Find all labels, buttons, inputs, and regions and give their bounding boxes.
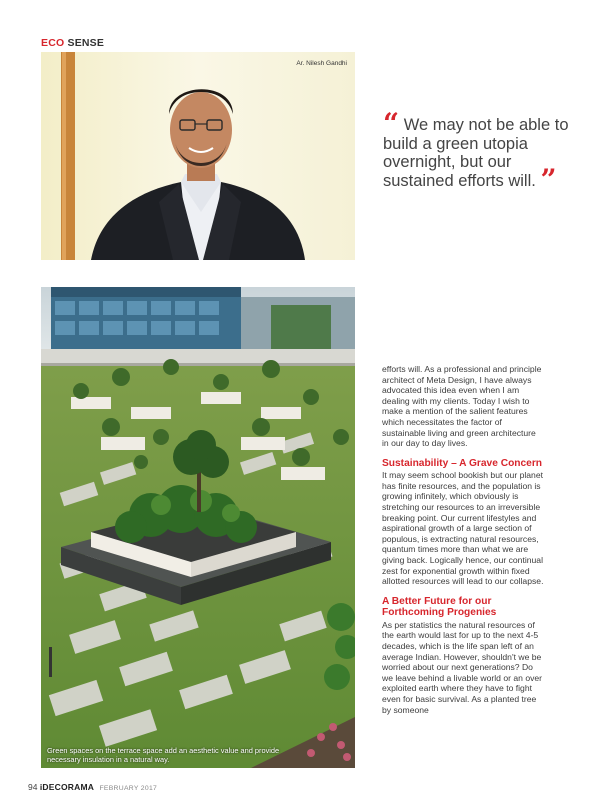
section-label-sense: SENSE (67, 37, 105, 49)
article-paragraph-1: It may seem school bookish but our planet has finite resources, and the population is growing infinitely, which obviously is stretching our resources to an irreversible breaking point. Our current lifestyles and aspirational growth of a large section of populous, is extracting natural resources, quantum times more than what we are giving back. Logically hence, our continual zest for exponential growth within fixed allotted resources will lead to our collapse. (382, 470, 544, 587)
photo-credit: Ar. Nilesh Gandhi (296, 60, 347, 67)
subheading-sustainability: Sustainability – A Grave Concern (382, 457, 543, 469)
close-quote-icon: ” (540, 162, 557, 196)
magazine-name: iDECORAMA (39, 782, 95, 792)
portrait-photo (41, 52, 355, 260)
article-paragraph-2: As per statistics the natural resources of the earth would last for up to the next 4-5 decades, which is the life span left of an average Indian. However, shouldn't we be worried about our next generations? Do we leave behind a livable world or an over exploited earth where they have to fight even for basic survival. As a planted tree by someone (382, 619, 543, 715)
section-label-eco: ECO (41, 37, 65, 49)
terrace-illustration (41, 287, 355, 768)
pull-quote (383, 107, 573, 196)
subheading-better-future: A Better Future for our Forthcoming Progenies (382, 595, 497, 619)
section-tag (41, 37, 104, 49)
article-body (382, 364, 544, 715)
terrace-photo (41, 287, 355, 768)
portrait-illustration (41, 52, 355, 260)
page-number: 94 (28, 782, 38, 792)
photo-caption: Green spaces on the terrace space add an aesthetic value and provide necessary insulation in a natural way. (47, 745, 280, 764)
page-footer (28, 782, 157, 792)
pull-quote-text: We may not be able to build a green utopia overnight, but our sustained efforts will. (383, 116, 569, 190)
article-intro: efforts will. As a professional and principle architect of Meta Design, I have always advocated this idea even when I am dealing with my clients. Today I wish to make a mention of the salient features which necessitates the factor of sustainable living and green architecture in our day to day lives. (382, 364, 542, 449)
issue-date: FEBRUARY 2017 (99, 785, 158, 792)
open-quote-icon: “ (383, 107, 400, 140)
